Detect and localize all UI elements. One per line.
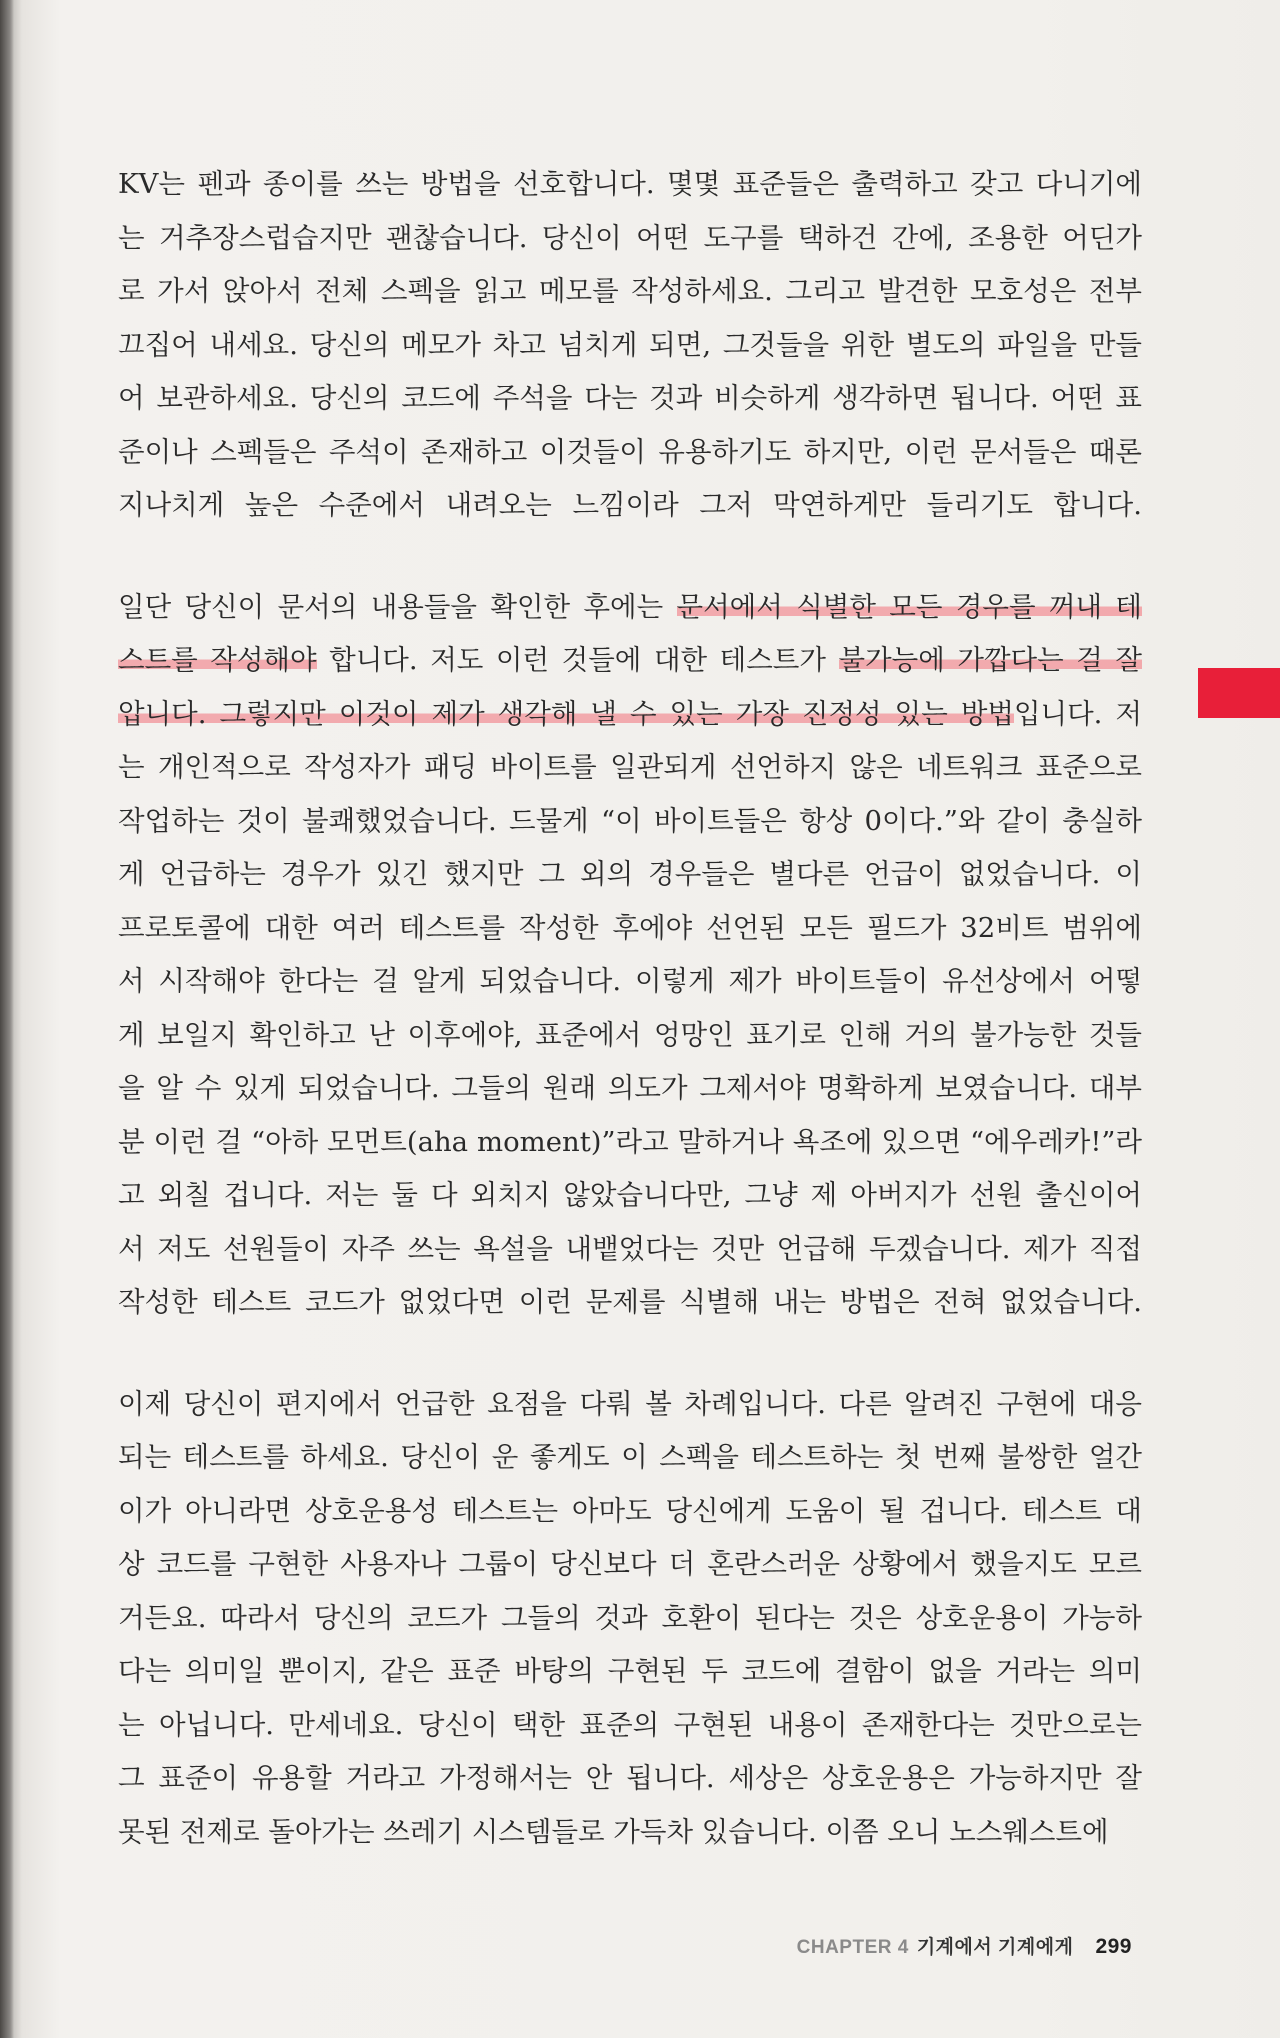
text-segment: 끄집어 내세요. 당신의 메모가 차고 넘치게 되면, 그것들을 위한 별도의 파일을 만들	[118, 328, 1142, 361]
text-line	[118, 479, 1142, 533]
highlighted-text: 불가능에 가깝다는 걸 잘	[838, 644, 1142, 676]
text-line	[118, 955, 1142, 1009]
text-segment: 이가 아니라면 상호운용성 테스트는 아마도 당신에게 도움이 될 겁니다. 테스트 대	[118, 1494, 1142, 1527]
text-segment: 입니다. 저	[1013, 697, 1142, 730]
text-line	[118, 158, 1142, 212]
text-segment: 서 저도 선원들이 자주 쓰는 욕설을 내뱉었다는 것만 언급해 두겠습니다. 제가 직접	[118, 1232, 1142, 1265]
text-line	[118, 634, 1142, 688]
text-line	[118, 1009, 1142, 1063]
chapter-tab-marker	[1198, 668, 1280, 718]
text-segment: 는 개인적으로 작성자가 패딩 바이트를 일관되게 선언하지 않은 네트워크 표준으로	[118, 751, 1142, 783]
text-line	[118, 1645, 1142, 1699]
text-segment: 상 코드를 구현한 사용자나 그룹이 당신보다 더 혼란스러운 상황에서 했을지도 모르	[118, 1548, 1142, 1580]
text-line	[118, 688, 1142, 742]
text-line	[118, 1592, 1142, 1646]
text-segment: 작업하는 것이 불쾌했었습니다. 드물게 “이 바이트들은 항상 0이다.”와 같이 충실하	[118, 804, 1142, 837]
text-line	[118, 1431, 1142, 1485]
text-line	[118, 848, 1142, 902]
text-segment: 프로토콜에 대한 여러 테스트를 작성한 후에야 선언된 모든 필드가 32비트 범위에	[118, 911, 1142, 944]
text-line	[118, 319, 1142, 373]
text-segment: 게 보일지 확인하고 난 이후에야, 표준에서 엉망인 표기로 인해 거의 불가능한 것들	[118, 1018, 1142, 1051]
text-segment: 다는 의미일 뿐이지, 같은 표준 바탕의 구현된 두 코드에 결함이 없을 거라는 의미	[118, 1655, 1142, 1687]
text-line	[118, 1806, 1142, 1860]
text-segment: 게 언급하는 경우가 있긴 했지만 그 외의 경우들은 별다른 언급이 없었습니다. 이	[118, 858, 1142, 890]
text-line	[118, 795, 1142, 849]
text-segment: 작성한 테스트 코드가 없었다면 이런 문제를 식별해 내는 방법은 전혀 없었습니다.	[118, 1286, 1142, 1318]
paragraph-2	[118, 581, 1142, 1330]
text-line	[118, 902, 1142, 956]
text-segment: 는 아닙니다. 만세네요. 당신이 택한 표준의 구현된 내용이 존재한다는 것만으로는	[118, 1708, 1142, 1741]
body-text	[118, 158, 1142, 1859]
highlighted-text: 문서에서 식별한 모든 경우를 꺼내 테	[676, 590, 1142, 623]
chapter-title: 기계에서 기계에게	[916, 1937, 1074, 1958]
text-segment: 어 보관하세요. 당신의 코드에 주석을 다는 것과 비슷하게 생각하면 됩니다. 어떤 표	[118, 382, 1142, 414]
text-line	[118, 372, 1142, 426]
text-line	[118, 1116, 1142, 1170]
text-segment: 는 거추장스럽습지만 괜찮습니다. 당신이 어떤 도구를 택하건 간에, 조용한 어딘가	[118, 221, 1142, 254]
text-segment: 합니다. 저도 이런 것들에 대한 테스트가	[316, 644, 839, 676]
text-line	[118, 212, 1142, 266]
text-line	[118, 1752, 1142, 1806]
text-segment: 그 표준이 유용할 거라고 가정해서는 안 됩니다. 세상은 상호운용은 가능하지만 잘	[118, 1762, 1142, 1794]
text-line	[118, 1169, 1142, 1223]
text-segment: 되는 테스트를 하세요. 당신이 운 좋게도 이 스펙을 테스트하는 첫 번째 불쌍한 얼간	[118, 1441, 1142, 1473]
book-spine-shadow	[0, 0, 14, 2038]
paragraph-1	[118, 158, 1142, 533]
text-segment: 못된 전제로 돌아가는 쓰레기 시스템들로 가득차 있습니다. 이쯤 오니 노스웨스트에	[118, 1815, 1109, 1848]
text-line	[118, 426, 1142, 480]
text-line	[118, 1276, 1142, 1330]
page-footer	[797, 1932, 1132, 1959]
text-segment: 로 가서 앉아서 전체 스펙을 읽고 메모를 작성하세요. 그리고 발견한 모호성은 전부	[118, 275, 1142, 307]
text-segment: 이제 당신이 편지에서 언급한 요점을 다뤄 볼 차례입니다. 다른 알려진 구현에 대응	[118, 1387, 1142, 1420]
text-line	[118, 1062, 1142, 1116]
text-segment: 고 외칠 겁니다. 저는 둘 다 외치지 않았습니다만, 그냥 제 아버지가 선원 출신이어	[118, 1179, 1142, 1211]
text-line	[118, 1699, 1142, 1753]
text-line	[118, 265, 1142, 319]
chapter-label: CHAPTER 4	[796, 1937, 909, 1958]
text-segment: 을 알 수 있게 되었습니다. 그들의 원래 의도가 그제서야 명확하게 보였습니다. 대부	[118, 1072, 1142, 1104]
text-segment: 준이나 스펙들은 주석이 존재하고 이것들이 유용하기도 하지만, 이런 문서들은 때론	[118, 435, 1142, 468]
text-segment: 서 시작해야 한다는 걸 알게 되었습니다. 이렇게 제가 바이트들이 유선상에서 어떻	[118, 965, 1142, 997]
text-line	[118, 741, 1142, 795]
text-segment: 분 이런 걸 “아하 모먼트(aha moment)”라고 말하거나 욕조에 있으면 “에우레카!”라	[118, 1125, 1142, 1158]
text-segment: 거든요. 따라서 당신의 코드가 그들의 것과 호환이 된다는 것은 상호운용이 가능하	[118, 1601, 1142, 1634]
text-line	[118, 1538, 1142, 1592]
highlighted-text: 압니다. 그렇지만 이것이 제가 생각해 낼 수 있는 가장 진정성 있는 방법	[118, 697, 1014, 730]
text-line	[118, 1485, 1142, 1539]
text-line	[118, 1378, 1142, 1432]
text-segment: KV는 펜과 종이를 쓰는 방법을 선호합니다. 몇몇 표준들은 출력하고 갖고 다니기에	[118, 168, 1142, 200]
text-segment: 지나치게 높은 수준에서 내려오는 느낌이라 그저 막연하게만 들리기도 합니다.	[118, 489, 1142, 521]
text-line	[118, 581, 1142, 635]
highlighted-text: 스트를 작성해야	[118, 644, 317, 676]
paragraph-3	[118, 1378, 1142, 1860]
page-number: 299	[1095, 1935, 1132, 1958]
text-line	[118, 1223, 1142, 1277]
text-segment: 일단 당신이 문서의 내용들을 확인한 후에는	[118, 590, 677, 623]
